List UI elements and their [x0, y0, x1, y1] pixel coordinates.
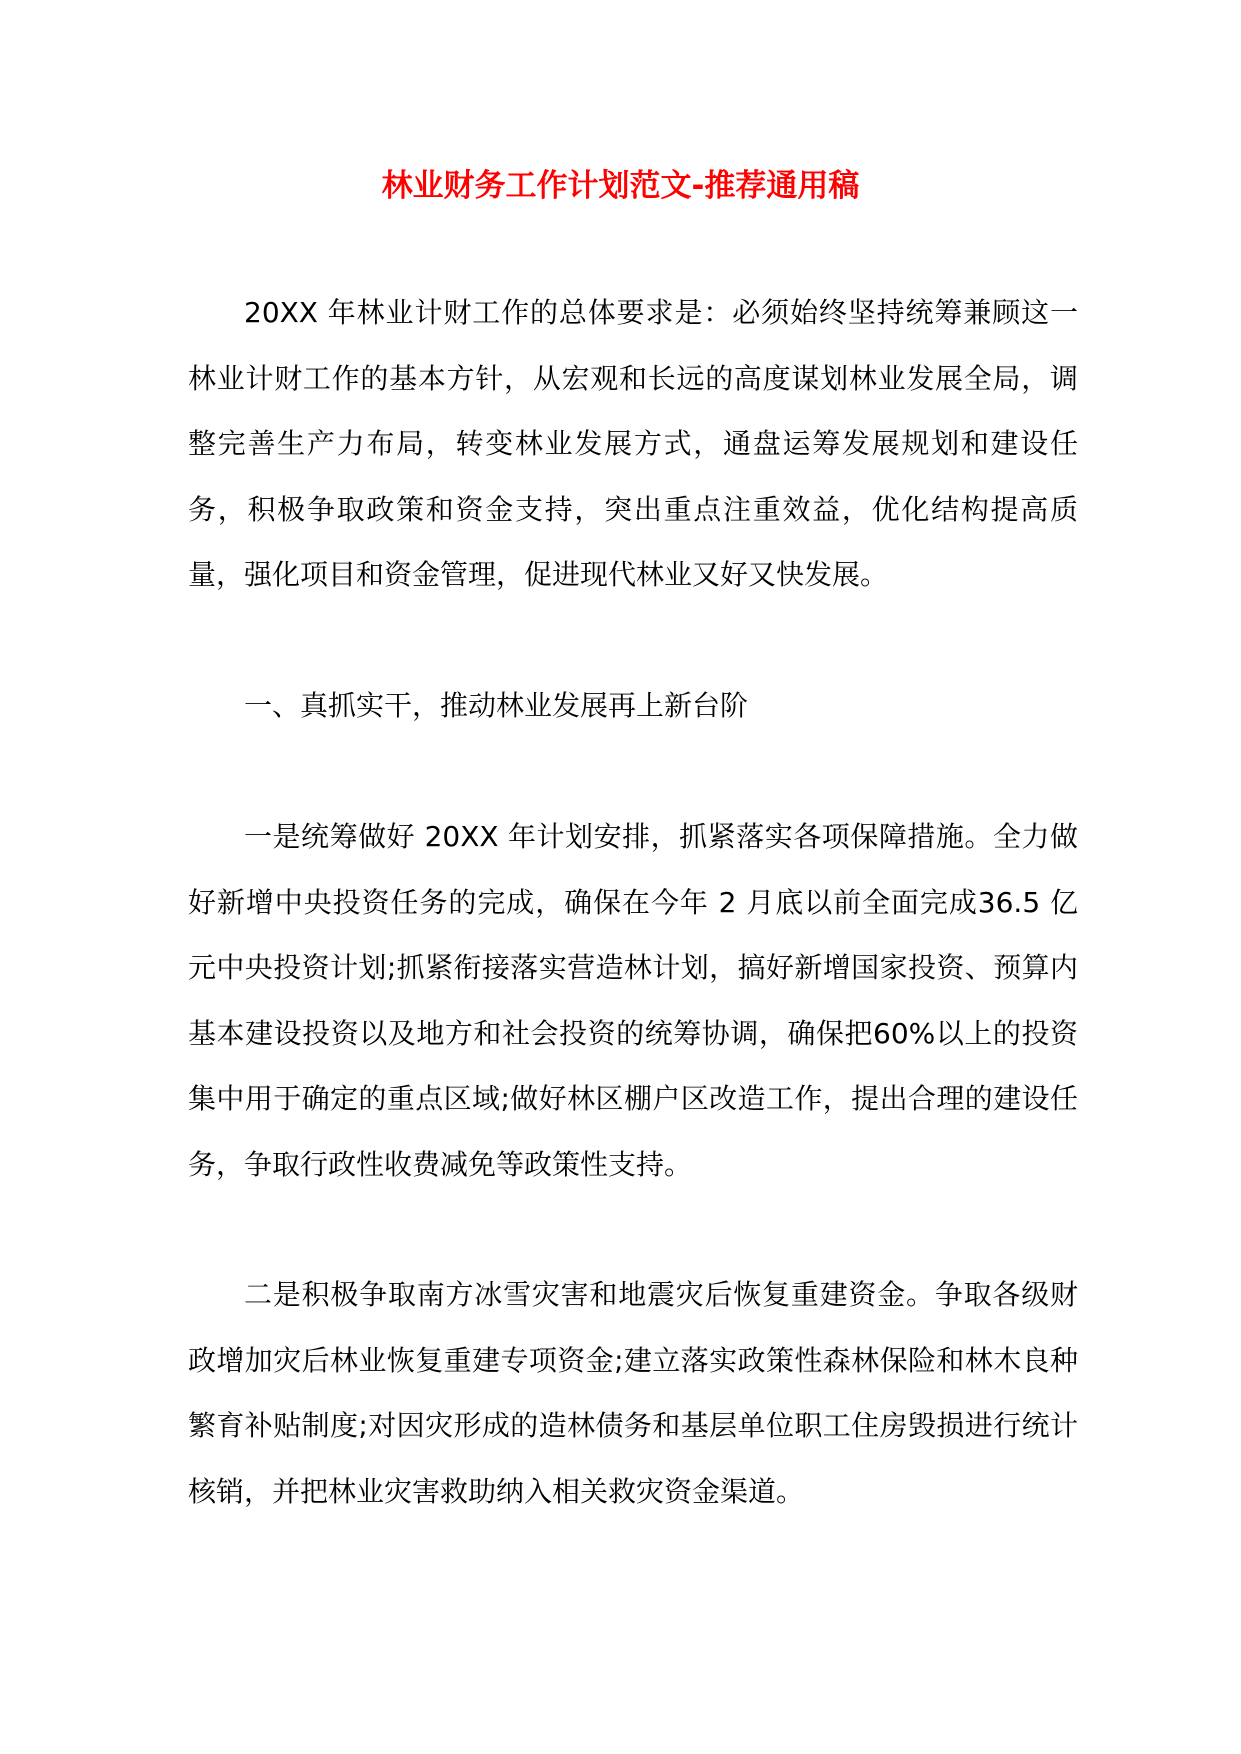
document-title: 林业财务工作计划范文-推荐通用稿 — [381, 168, 860, 204]
paragraph-item-one: 一是统筹做好 20XX 年计划安排，抓紧落实各项保障措施。全力做好新增中央投资任务的完成，确保在今年 2 月底以前全面完成36.5 亿元中央投资计划;抓紧衔接落实营造林计划，搞好新增国家投资、预算内基本建设投资以及地方和社会投资的统筹协调，确保把60%以上的投资集中用于确定的重点区域;做好林区棚户区改造工作，提出合理的建设任务，争取行政性收费减免等政策性支持。 — [188, 820, 1078, 1181]
paragraph-overall-requirements: 20XX 年林业计财工作的总体要求是：必须始终坚持统筹兼顾这一林业计财工作的基本方针，从宏观和长远的高度谋划林业发展全局，调整完善生产力布局，转变林业发展方式，通盘运筹发展规划和建设任务，积极争取政策和资金支持，突出重点注重效益，优化结构提高质量，强化项目和资金管理，促进现代林业又好又快发展。 — [188, 296, 1078, 591]
section-heading-one: 一、真抓实干，推动林业发展再上新台阶 — [244, 689, 749, 722]
paragraph-item-two: 二是积极争取南方冰雪灾害和地震灾后恢复重建资金。争取各级财政增加灾后林业恢复重建专项资金;建立落实政策性森林保险和林木良种繁育补贴制度;对因灾形成的造林债务和基层单位职工住房毁损进行统计核销，并把林业灾害救助纳入相关救灾资金渠道。 — [188, 1278, 1078, 1508]
